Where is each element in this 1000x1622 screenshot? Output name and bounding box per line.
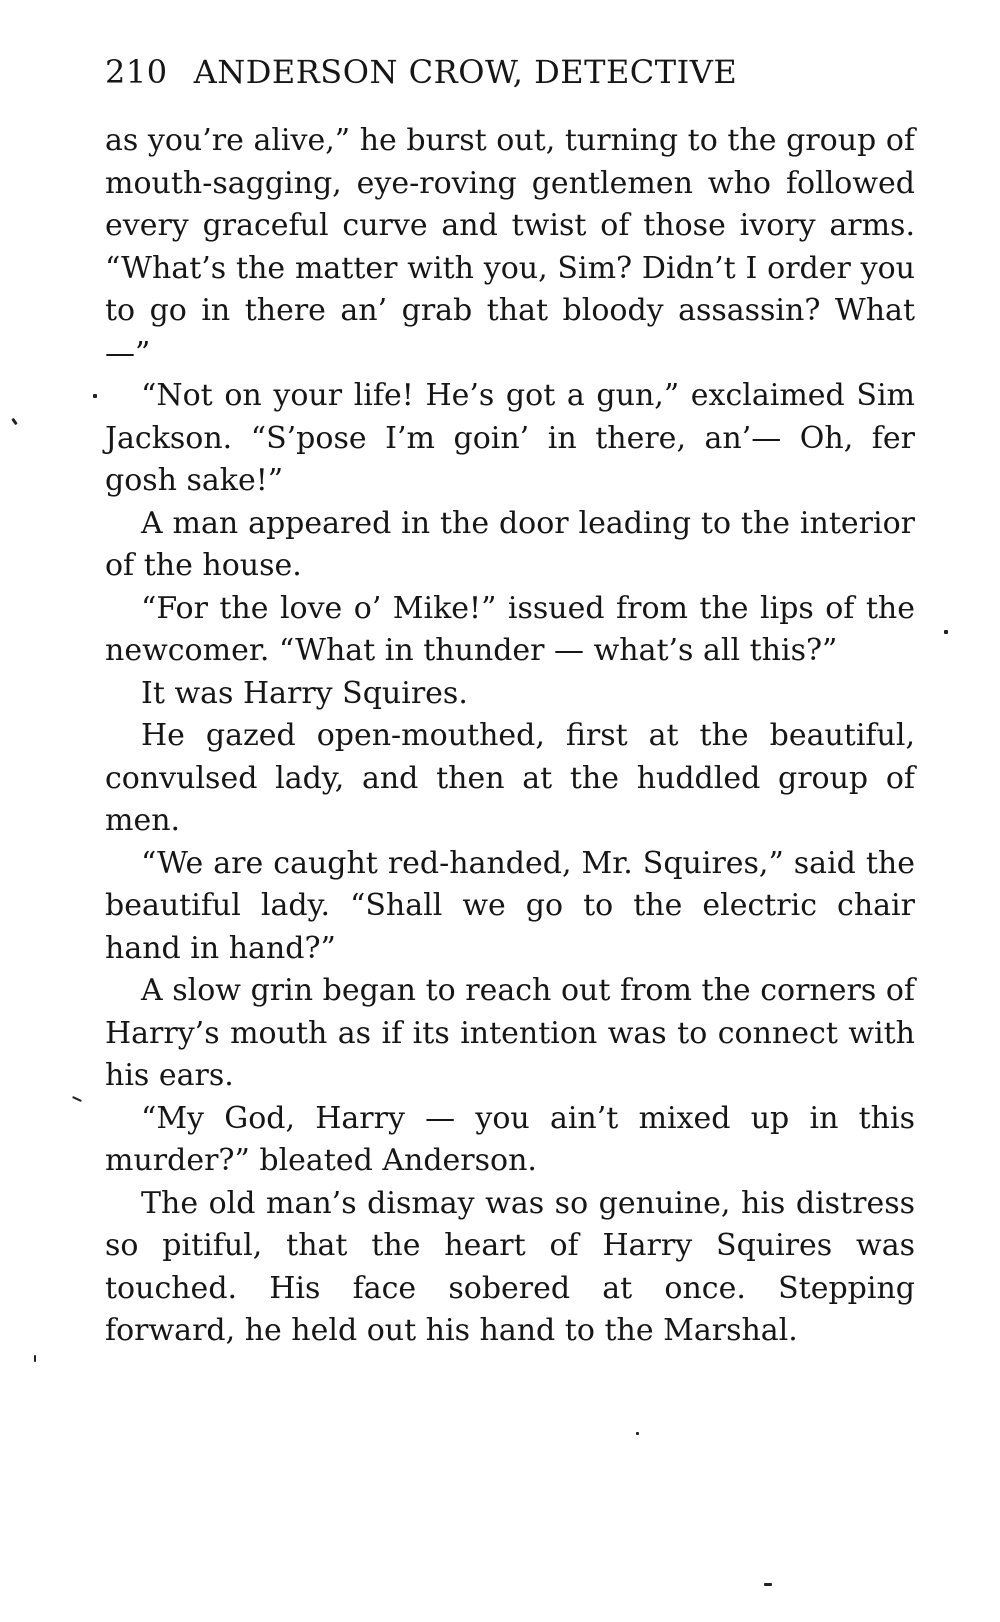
paragraph: “For the love o’ Mike!” issued from the lips of the newcomer. “What in thunder — what’s all this?” xyxy=(105,590,915,668)
paragraph: “We are caught red-handed, Mr. Squires,” said the beautiful lady. “Shall we go to the electric chair hand in hand?” xyxy=(105,845,915,966)
page-number: 210 xyxy=(105,53,168,91)
paragraph: A slow grin began to reach out from the corners of Harry’s mouth as if its intention was to connect with his ears. xyxy=(105,973,915,1093)
body-text xyxy=(105,120,915,1353)
scan-speck xyxy=(93,394,97,398)
paragraph: “My God, Harry — you ain’t mixed up in this murder?” bleated Anderson. xyxy=(105,1100,915,1178)
scan-speck xyxy=(636,1432,639,1435)
paragraph: “Not on your life! He’s got a gun,” exclaimed Sim Jackson. “S’pose I’m goin’ in there, an’— Oh, fer gosh sake!” xyxy=(105,378,915,498)
paragraph: A man appeared in the door leading to the interior of the house. xyxy=(105,505,915,583)
scan-speck xyxy=(11,418,17,425)
scan-speck xyxy=(34,1355,36,1362)
paragraph: It was Harry Squires. xyxy=(141,675,468,711)
paragraph: He gazed open-mouthed, first at the beautiful, convulsed lady, and then at the huddled group of men. xyxy=(105,718,915,838)
running-header xyxy=(105,52,925,92)
scan-speck xyxy=(764,1583,772,1586)
scan-speck xyxy=(944,630,948,634)
scan-speck xyxy=(72,1096,82,1102)
paragraph: The old man’s dismay was so genuine, his distress so pitiful, that the heart of Harry Squires was touched. His face sobered at once. Stepping forward, he held out his hand to the Marshal. xyxy=(105,1185,915,1348)
paragraph: as you’re alive,” he burst out, turning to the group of mouth-sagging, eye-roving gentlemen who followed every graceful curve and twist of those ivory arms. “What’s the matter with you, Sim? Didn’t I order you to go in there an’ grab that bloody assassin? What—” xyxy=(105,123,915,371)
running-title: ANDERSON CROW, DETECTIVE xyxy=(193,53,738,91)
